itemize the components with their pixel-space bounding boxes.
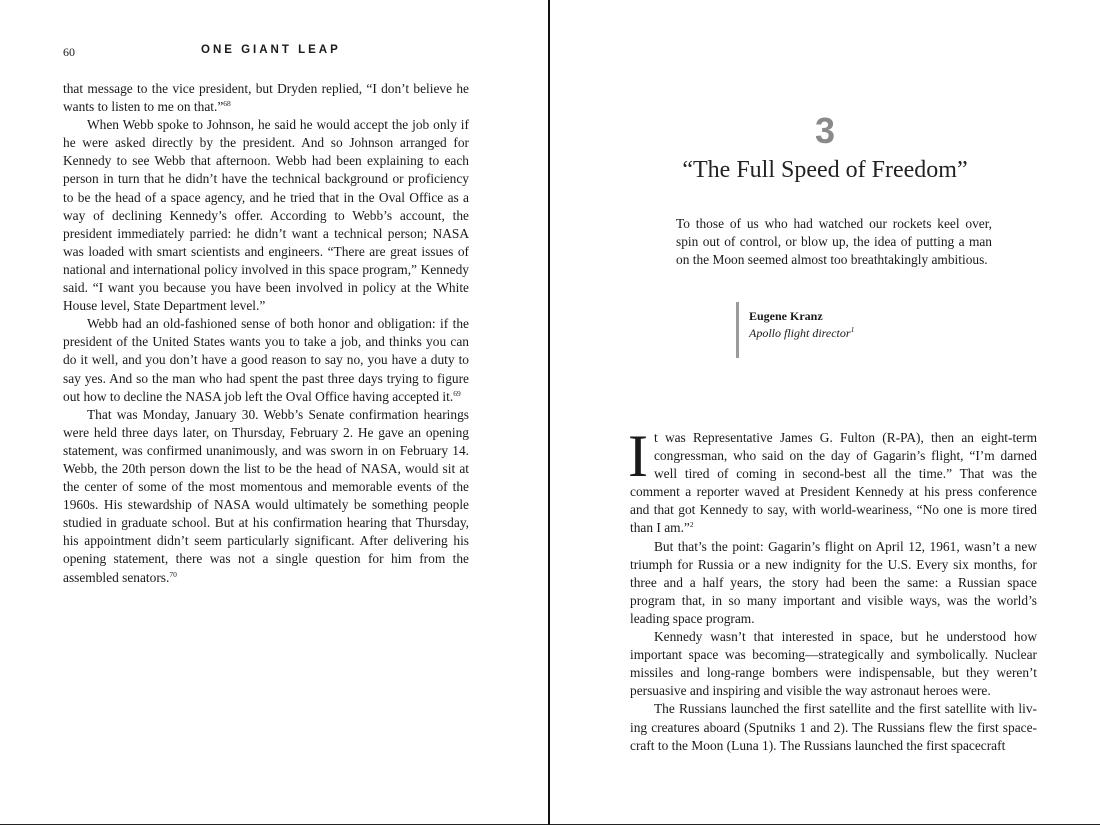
paragraph xyxy=(630,538,1037,628)
running-head xyxy=(63,44,469,62)
drop-cap: I xyxy=(628,423,648,489)
paragraph-text: t was Representative James G. Fulton (R-PA), then an eight-term congressman, who said on the day of Gagarin’s flight, “I’m darned well tired of coming in second-best all the time.” That was the comment a reporter waved at President Kennedy at his press conference and that got Kennedy to say, with world-weariness, “No one is more tired than I am.” xyxy=(630,430,1037,536)
right-body-text xyxy=(628,423,1037,755)
paragraph-text: Kennedy wasn’t that interested in space, but he understood how important space was becoming—strategically and symbolically. Nuclear missiles and long-range bombers were indispensable, but they weren’t persuasive and inspiring and visible the way astronaut heroes were. xyxy=(630,629,1037,699)
attribution-role xyxy=(749,325,854,342)
paragraph-text: But that’s the point: Gagarin’s flight on April 12, 1961, wasn’t a new triumph for Russia or a new indignity for the U.S. Every six months, for three and a half years, the story had been the same: a Russian space program that, in so many important and visible ways, was the world’s leading space program. xyxy=(630,538,1037,626)
paragraph xyxy=(63,116,469,315)
paragraph-text: that message to the vice president, but Dryden replied, “I don’t believe he wants to listen to me on that.” xyxy=(63,81,469,115)
paragraph-text: That was Monday, January 30. Webb’s Senate confirmation hearings were held three days later, on Thursday, February 2. He gave an opening statement, was confirmed unanimously, and was sworn in on February 14. Webb, the 20th person down the list to be the head of NASA, would sit at the center of some of the most momentous and memorable events of the 1960s. His stewardship of NASA would ultimately be something people studied in graduate school. But at his confirmation hearing that Thursday, his appointment didn’t seem particularly significant. After delivering his opening statement, there was not a single question for him from the assembled senators. xyxy=(63,406,469,585)
endnote-ref: 1 xyxy=(850,325,855,334)
chapter-number: 3 xyxy=(814,110,836,151)
chapter-title: “The Full Speed of Freedom” xyxy=(682,157,968,183)
lead-paragraph xyxy=(628,423,1037,538)
endnote-ref: 68 xyxy=(223,99,231,109)
attribution-role-text: Apollo flight director xyxy=(749,326,851,340)
book-title: ONE GIANT LEAP xyxy=(201,44,341,56)
epigraph: To those of us who had watched our rockets keel over, spin out of control, or blow up, the idea of putting a man on the Moon seemed almost too breathtakingly ambitious. xyxy=(676,216,992,268)
paragraph-text: When Webb spoke to Johnson, he said he would accept the job only if he were asked directly by the president. And so Johnson arranged for Kennedy to see Webb that afternoon. Webb had been explaining to each person in turn that he didn’t have the technical background or proficiency to be the head of a space agency, and he tried that in the Oval Office as a way of declining Kennedy’s offer. According to Webb’s account, the president immediately parried: he didn’t want a technical person; NASA was loaded with smart scientists and engineers. “There are great issues of national and international policy involved in this space program,” Kennedy said. “I want you because you have been involved in policy at the White House level, State Department level.” xyxy=(63,117,469,314)
endnote-ref: 70 xyxy=(169,569,177,579)
paragraph-text: The Russians launched the first satellite and the first satellite with liv-ing creatures aboard (Sputniks 1 and 2). The Russians flew the first space-craft to the Moon (Luna 1). The Russians launched the first spacecraft xyxy=(630,701,1037,753)
right-page xyxy=(550,0,1100,825)
paragraph-text: Webb had an old-fashioned sense of both honor and obligation: if the president of the United States wants you to take a job, and thinks you can do it well, and you don’t have a good reason to say no, you have a duty to say yes. And so the man who had spent the past three days trying to figure out how to decline the NASA job left the Oval Office having accepted it. xyxy=(63,316,469,404)
left-page xyxy=(0,0,548,825)
paragraph xyxy=(63,80,469,116)
attribution-name: Eugene Kranz xyxy=(749,309,823,323)
paragraph xyxy=(63,406,469,587)
endnote-ref: 2 xyxy=(689,520,694,530)
paragraph xyxy=(630,700,1037,754)
page-number: 60 xyxy=(63,45,75,59)
epigraph-attribution xyxy=(736,302,854,358)
endnote-ref: 69 xyxy=(453,388,461,398)
paragraph xyxy=(630,628,1037,700)
paragraph xyxy=(63,315,469,405)
left-body-text xyxy=(63,80,469,587)
